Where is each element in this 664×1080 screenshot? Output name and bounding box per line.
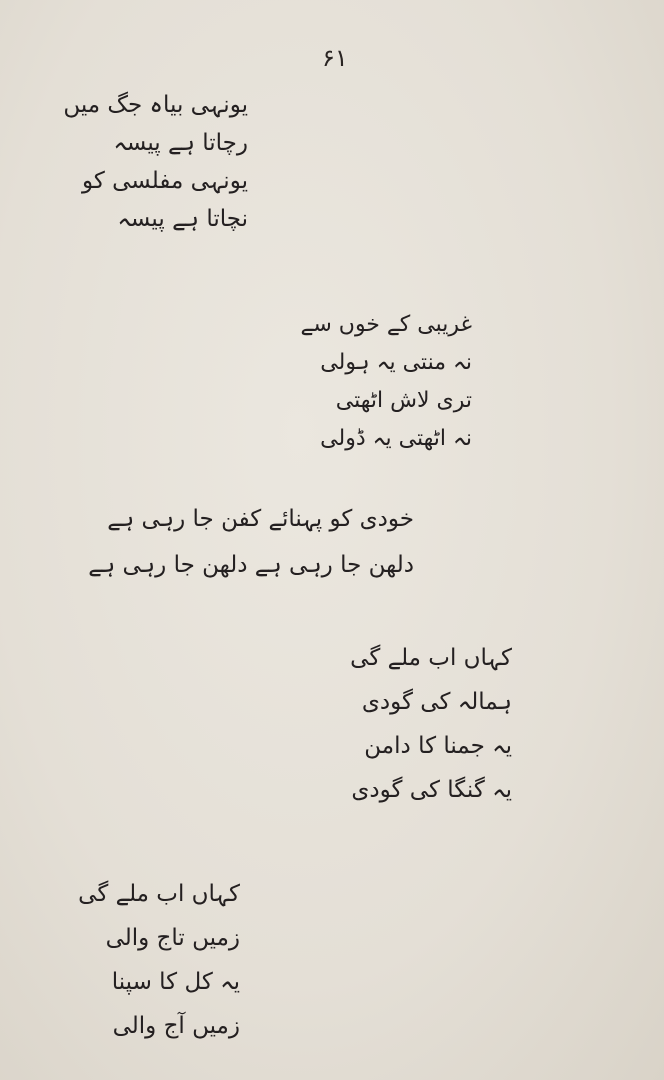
verse-line: یونہی مفلسی کو bbox=[81, 168, 248, 194]
verse-line: دلھن جا رہی ہے دلھن جا رہی ہے bbox=[88, 552, 414, 578]
stanza-5 bbox=[78, 872, 240, 1048]
verse-line: زمیں تاج والی bbox=[105, 925, 240, 951]
verse-line: یہ گنگا کی گودی bbox=[351, 777, 512, 803]
stanza-1 bbox=[63, 86, 248, 238]
verse-line: نہ اٹھتی یہ ڈولی bbox=[320, 426, 472, 451]
page-number: ۶۱ bbox=[322, 44, 348, 72]
verse-line: تری لاش اٹھتی bbox=[335, 388, 472, 413]
verse-line: ہمالہ کی گودی bbox=[361, 689, 512, 715]
verse-line: یونہی بیاہ جگ میں bbox=[63, 92, 248, 118]
verse-line: رچاتا ہے پیسہ bbox=[113, 130, 248, 156]
verse-line: غریبی کے خوں سے bbox=[300, 312, 472, 337]
verse-line: زمیں آج والی bbox=[112, 1013, 240, 1039]
verse-line: یہ جمنا کا دامن bbox=[364, 733, 512, 759]
verse-line: خودی کو پہنائے کفن جا رہی ہے bbox=[107, 506, 414, 532]
stanza-2 bbox=[300, 306, 472, 458]
verse-line: یہ کل کا سپنا bbox=[111, 969, 240, 995]
stanza-4 bbox=[350, 636, 512, 812]
verse-line: نہ منتی یہ ہولی bbox=[320, 350, 472, 375]
stanza-3 bbox=[88, 496, 414, 588]
verse-line: کہاں اب ملے گی bbox=[78, 881, 240, 907]
verse-line: کہاں اب ملے گی bbox=[350, 645, 512, 671]
verse-line: نچاتا ہے پیسہ bbox=[117, 206, 248, 232]
